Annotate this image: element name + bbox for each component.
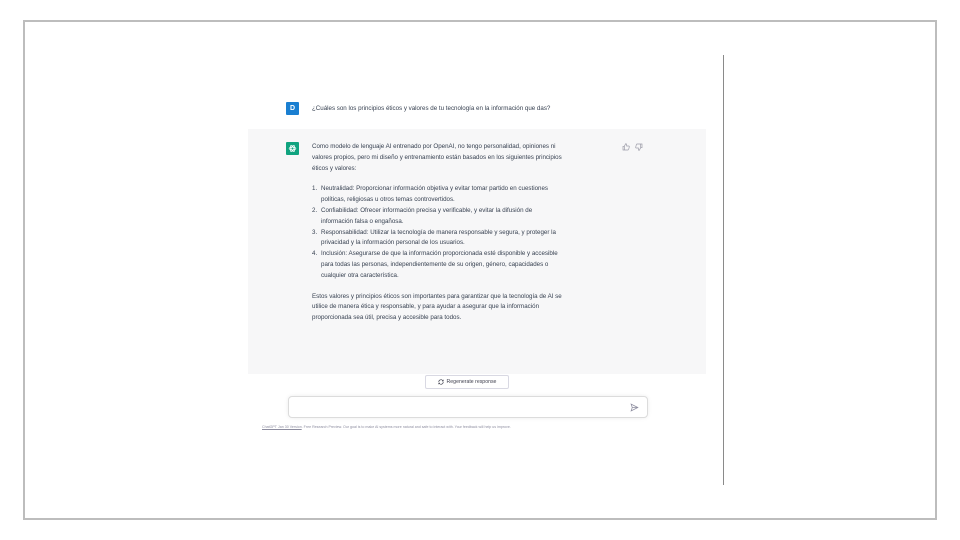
intro-line: valores propios, pero mi diseño y entrenamiento están basados en los siguientes principios [312, 153, 562, 161]
refresh-icon [438, 379, 444, 385]
user-avatar: D [286, 102, 299, 115]
assistant-message-block [248, 129, 706, 374]
version-link[interactable]: ChatGPT Jan 30 Version [262, 425, 302, 429]
divider-line [723, 55, 724, 485]
openai-logo-icon [286, 142, 299, 155]
footer-disclaimer [262, 425, 682, 429]
regenerate-response-button[interactable] [425, 375, 509, 389]
regenerate-label: Regenerate response [446, 379, 497, 385]
list-item: 4. Inclusión: Asegurarse de que la información proporcionada esté disponible y accesible para todas las personas, independientemente de su origen, género, capacidades o cualquier otra característica. [312, 250, 558, 279]
thumbs-up-icon[interactable] [622, 143, 630, 151]
intro-line: Como modelo de lenguaje AI entrenado por OpenAI, no tengo personalidad, opiniones ni [312, 143, 556, 150]
message-input-box[interactable] [288, 396, 648, 418]
intro-line: éticos y valores: [312, 164, 357, 172]
footer-text: . Free Research Preview. Our goal is to make AI systems more natural and safe to interact with. Your feedback will help us improve. [301, 425, 511, 429]
thumbs-down-icon[interactable] [635, 143, 643, 151]
user-message-text: ¿Cuáles son los principios éticos y valores de tu tecnología en la información que das? [312, 104, 551, 112]
feedback-buttons [622, 143, 643, 151]
principles-list [312, 184, 622, 281]
closing-paragraph: Estos valores y principios éticos son importantes para garantizar que la tecnología de AI se utilice de manera ética y responsable, y para ayudar a asegurar que la información proporcionada sea útil, precisa y accesible para todos. [312, 292, 562, 322]
list-item: 2. Confiabilidad: Ofrecer información precisa y verificable, y evitar la difusión de información falsa o engañosa. [312, 206, 533, 225]
list-item: 3. Responsabilidad: Utilizar la tecnología de manera responsable y segura, y proteger la privacidad y la información personal de los usuarios. [312, 228, 556, 247]
send-icon[interactable] [630, 403, 639, 412]
list-item: 1. Neutralidad: Proporcionar información objetiva y evitar tomar partido en cuestiones políticas, religiosas u otros temas controvertidos. [312, 185, 548, 204]
assistant-message-text [312, 142, 622, 324]
message-input[interactable] [295, 400, 615, 414]
user-message-row [286, 100, 706, 116]
